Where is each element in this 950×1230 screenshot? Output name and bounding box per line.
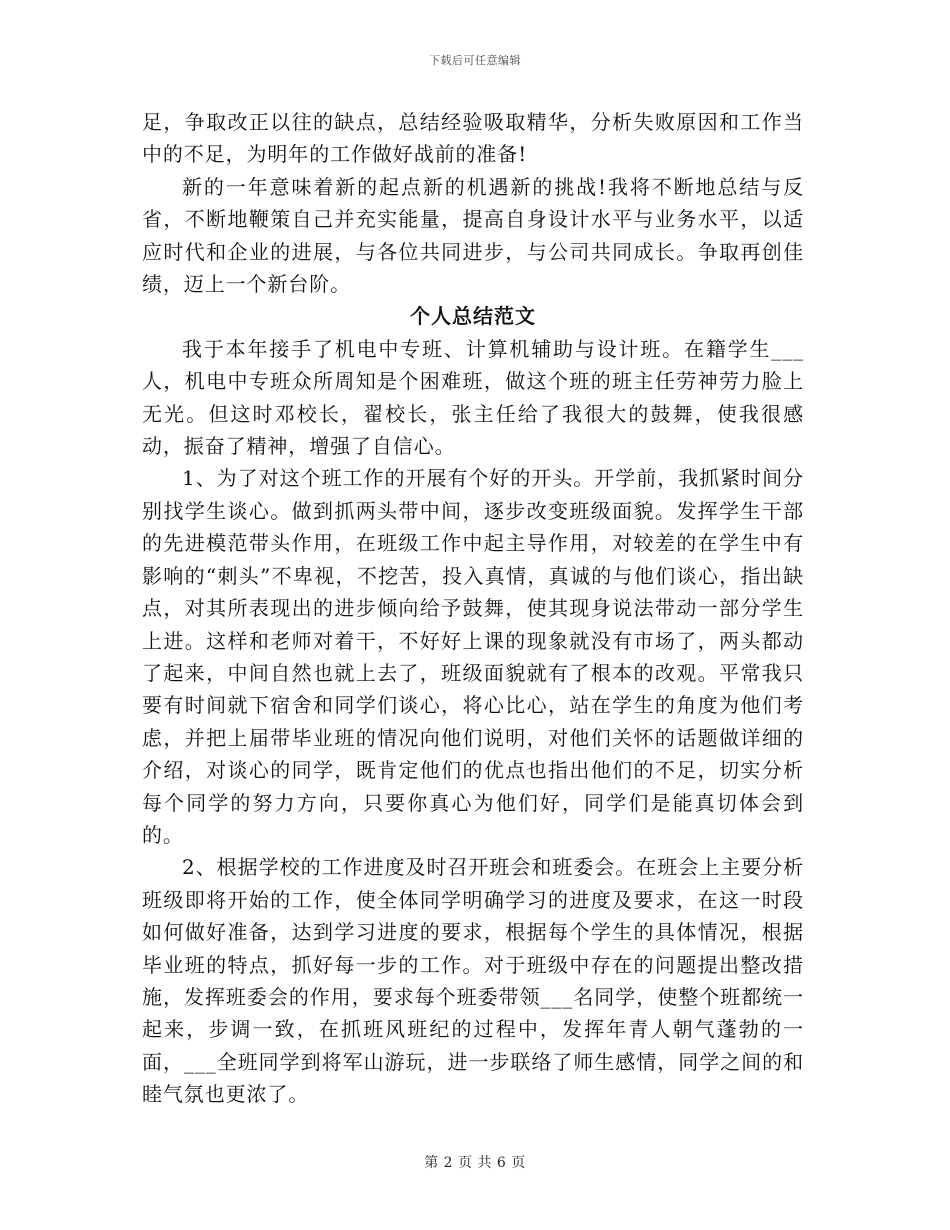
page-header-note: 下载后可任意编辑	[429, 54, 521, 67]
paragraph-continuation: 足，争取改正以往的缺点，总结经验吸取精华，分析失败原因和工作当中的不足，为明年的工作做好战前的准备!	[142, 110, 804, 167]
page-number: 第 2 页 共 6 页	[424, 1155, 526, 1171]
section-title: 个人总结范文	[410, 304, 536, 329]
document-body	[142, 106, 804, 1111]
paragraph-point-1: 1、为了对这个班工作的开展有个好的开头。开学前，我抓紧时间分别找学生谈心。做到抓两头带中间，逐步改变班级面貌。发挥学生干部的先进模范带头作用，在班级工作中起主导作用，对较差的在学生中有影响的“刺头”不卑视，不挖苦，投入真情，真诚的与他们谈心，指出缺点，对其所表现出的进步倾向给予鼓舞，使其现身说法带动一部分学生上进。这样和老师对着干，不好好上课的现象就没有市场了，两头都动了起来，中间自然也就上去了，班级面貌就有了根本的改观。平常我只要有时间就下宿舍和同学们谈心，将心比心，站在学生的角度为他们考虑，并把上届带毕业班的情况向他们说明，对他们关怀的话题做详细的介绍，对谈心的同学，既肯定他们的优点也指出他们的不足，切实分析每个同学的努力方向，只要你真心为他们好，同学们是能真切体会到的。	[142, 466, 804, 847]
paragraph-intro: 我于本年接手了机电中专班、计算机辅助与设计班。在籍学生___人，机电中专班众所周知是个困难班，做这个班的班主任劳神劳力脸上无光。但这时邓校长，翟校长，张主任给了我很大的鼓舞，使我很感动，振奋了精神，增强了自信心。	[142, 336, 804, 459]
paragraph-new-year: 新的一年意味着新的起点新的机遇新的挑战!我将不断地总结与反省，不断地鞭策自己并充实能量，提高自身设计水平与业务水平，以适应时代和企业的进展，与各位共同进步，与公司共同成长。争取再创佳绩，迈上一个新台阶。	[142, 174, 804, 297]
paragraph-point-2: 2、根据学校的工作进度及时召开班会和班委会。在班会上主要分析班级即将开始的工作，使全体同学明确学习的进度及要求，在这一时段如何做好准备，达到学习进度的要求，根据每个学生的具体情况，根据毕业班的特点，抓好每一步的工作。对于班级中存在的问题提出整改措施，发挥班委会的作用，要求每个班委带领___名同学，使整个班都统一起来，步调一致，在抓班风班纪的过程中，发挥年青人朝气蓬勃的一面，___全班同学到将军山游玩，进一步联络了师生感情，同学之间的和睦气氛也更浓了。	[142, 855, 804, 1107]
